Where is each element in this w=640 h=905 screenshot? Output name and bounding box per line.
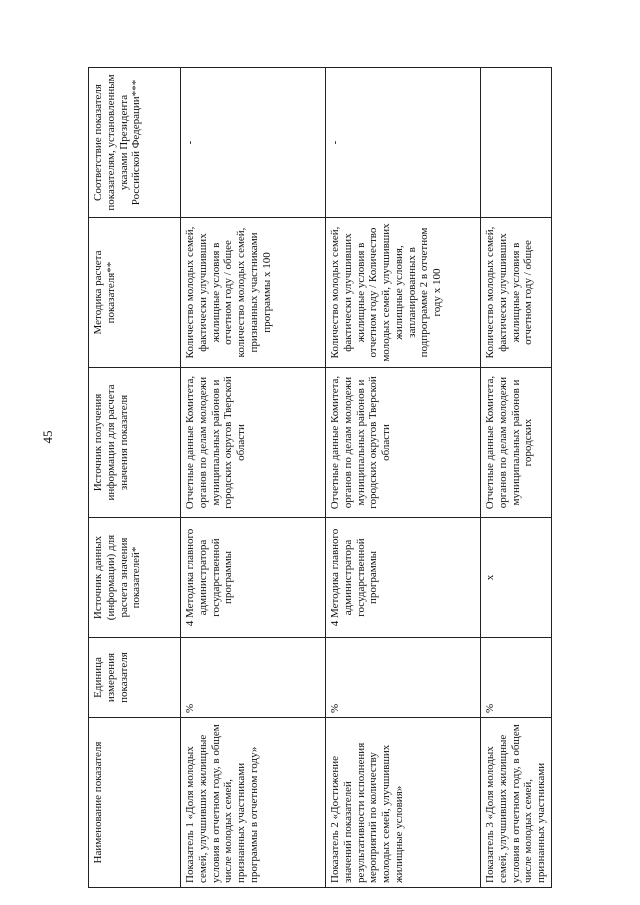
indicator-data-source: 4 Методика главного администратора государственной программы bbox=[181, 518, 326, 638]
indicator-name: Показатель 3 «Доля молодых семей, улучшивших жилищные условия в отчетном году, в общем числе молодых семей, признанных участниками bbox=[481, 718, 552, 888]
header-data-source: Источник данных (информации) для расчета значения показателей* bbox=[89, 518, 181, 638]
indicator-name: Показатель 1 «Доля молодых семей, улучшивших жилищные условия в отчетном году, в общем числе молодых семей, признанных участниками программы в отчетном году» bbox=[181, 718, 326, 888]
indicator-method: Количество молодых семей, фактически улучшивших жилищные условия в отчетном году / общее количество молодых семей, признанных участниками программы х 100 bbox=[181, 218, 326, 368]
header-info-source: Источник получения информации для расчета значения показателя bbox=[89, 368, 181, 518]
indicator-method: Количество молодых семей, фактически улучшивших жилищные условия в отчетном году / Количество молодых семей, улучшивших жилищные условия, запланированных в подпрограмме 2 в отчетном году х 100 bbox=[326, 218, 481, 368]
rotated-table-container bbox=[88, 68, 547, 888]
indicator-decree-match: - bbox=[181, 68, 326, 218]
header-method: Методика расчета показателя** bbox=[89, 218, 181, 368]
header-indicator-name: Наименование показателя bbox=[89, 718, 181, 888]
header-unit: Единица измерения показателя bbox=[89, 638, 181, 718]
indicator-info-source: Отчетные данные Комитета, органов по делам молодежи муниципальных районов и городских округов Тверской области bbox=[326, 368, 481, 518]
table-row bbox=[326, 68, 481, 888]
indicator-method: Количество молодых семей, фактически улучшивших жилищные условия в отчетном году / общее bbox=[481, 218, 552, 368]
indicators-table bbox=[88, 67, 552, 888]
header-decree-match: Соответствие показателя показателям, установленным указами Президента Российской Федерации*** bbox=[89, 68, 181, 218]
indicator-name: Показатель 2 «Достижение значений показателей результативности исполнения мероприятий по количеству молодых семей, улучшивших жилищные условия» bbox=[326, 718, 481, 888]
table-row bbox=[181, 68, 326, 888]
table-row bbox=[481, 68, 552, 888]
indicator-unit: % bbox=[326, 638, 481, 718]
indicator-data-source: 4 Методика главного администратора государственной программы bbox=[326, 518, 481, 638]
table-header-row bbox=[89, 68, 181, 888]
indicator-unit: % bbox=[481, 638, 552, 718]
page-number: 45 bbox=[40, 430, 55, 444]
indicator-decree-match: - bbox=[326, 68, 481, 218]
indicator-info-source: Отчетные данные Комитета, органов по делам молодежи муниципальных районов и городских округов Тверской области bbox=[181, 368, 326, 518]
indicator-info-source: Отчетные данные Комитета, органов по делам молодежи муниципальных районов и городских bbox=[481, 368, 552, 518]
indicator-unit: % bbox=[181, 638, 326, 718]
indicator-decree-match bbox=[481, 68, 552, 218]
indicator-data-source: х bbox=[481, 518, 552, 638]
